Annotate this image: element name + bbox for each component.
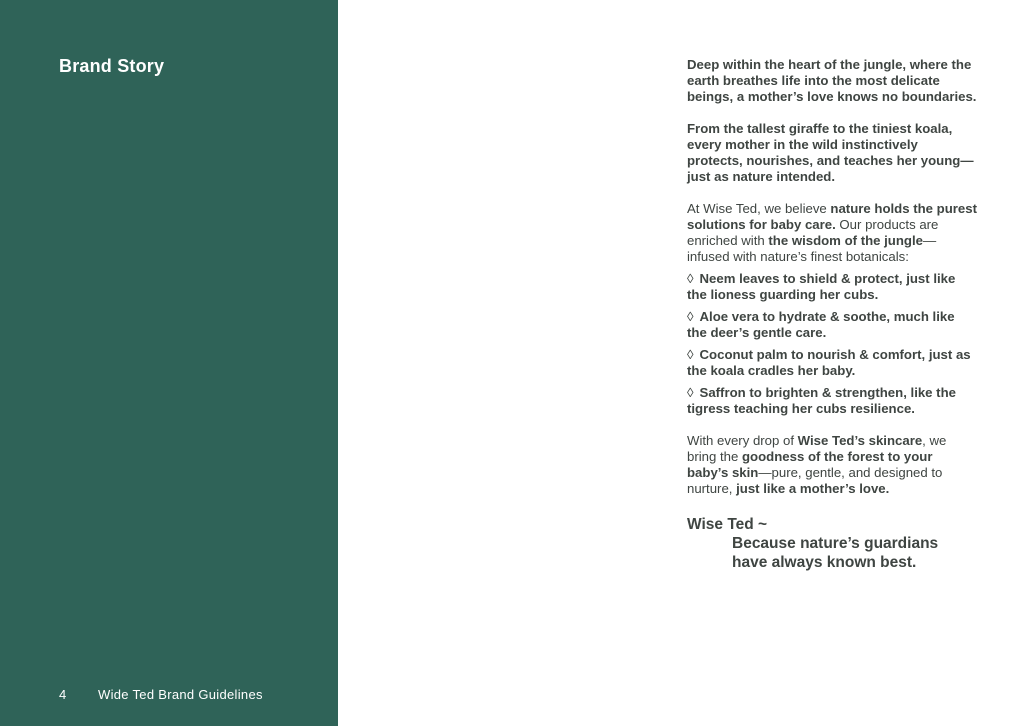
list-item-text: Coconut palm to nourish & comfort, just as the koala cradles her baby. xyxy=(687,347,971,378)
page-footer xyxy=(59,687,263,702)
belief-paragraph xyxy=(687,201,977,265)
signature-tagline: Because nature’s guardians have always known best. xyxy=(732,535,939,571)
list-item-text: Saffron to brighten & strengthen, like the tigress teaching her cubs resilience. xyxy=(687,385,956,416)
section-title: Brand Story xyxy=(59,56,165,76)
mothers-paragraph: From the tallest giraffe to the tiniest koala, every mother in the wild instinctively protects, nourishes, and teaches her young—just as nature intended. xyxy=(687,121,974,184)
brand-sidebar xyxy=(0,0,338,726)
signature-block xyxy=(687,515,977,572)
list-item xyxy=(687,309,977,341)
belief-bold-1: nature holds the purest solutions for baby care. xyxy=(687,201,977,232)
list-item xyxy=(687,385,977,417)
belief-bold-2: the wisdom of the jungle xyxy=(768,233,923,248)
list-item-text: Aloe vera to hydrate & soothe, much like the deer’s gentle care. xyxy=(687,309,955,340)
belief-text-1: At Wise Ted, we believe xyxy=(687,201,831,216)
closing-bold-3: just like a mother’s love. xyxy=(736,481,890,496)
closing-text-3: —pure, gentle, and designed to nurture, xyxy=(687,465,943,496)
closing-text-2: , we bring the xyxy=(687,433,947,464)
diamond-bullet-icon: ◊ xyxy=(687,385,694,400)
intro-paragraph: Deep within the heart of the jungle, where the earth breathes life into the most delicate beings, a mother’s love knows no boundaries. xyxy=(687,57,977,104)
belief-text-3: —infused with nature’s finest botanicals: xyxy=(687,233,937,264)
brand-story-content xyxy=(687,57,977,572)
belief-text-2: Our products are enriched with xyxy=(687,217,939,248)
document-title: Wide Ted Brand Guidelines xyxy=(98,687,263,702)
closing-paragraph xyxy=(687,433,977,497)
list-item xyxy=(687,271,977,303)
closing-bold-1: Wise Ted’s skincare xyxy=(797,433,923,448)
signature-name: Wise Ted ~ xyxy=(687,516,768,533)
list-item xyxy=(687,347,977,379)
diamond-bullet-icon: ◊ xyxy=(687,347,694,362)
page-number: 4 xyxy=(59,687,67,702)
diamond-bullet-icon: ◊ xyxy=(687,271,694,286)
diamond-bullet-icon: ◊ xyxy=(687,309,694,324)
list-item-text: Neem leaves to shield & protect, just like the lioness guarding her cubs. xyxy=(687,271,956,302)
closing-bold-2: goodness of the forest to your baby’s skin xyxy=(687,449,933,480)
closing-text-1: With every drop of xyxy=(687,433,798,448)
botanicals-list xyxy=(687,271,977,417)
